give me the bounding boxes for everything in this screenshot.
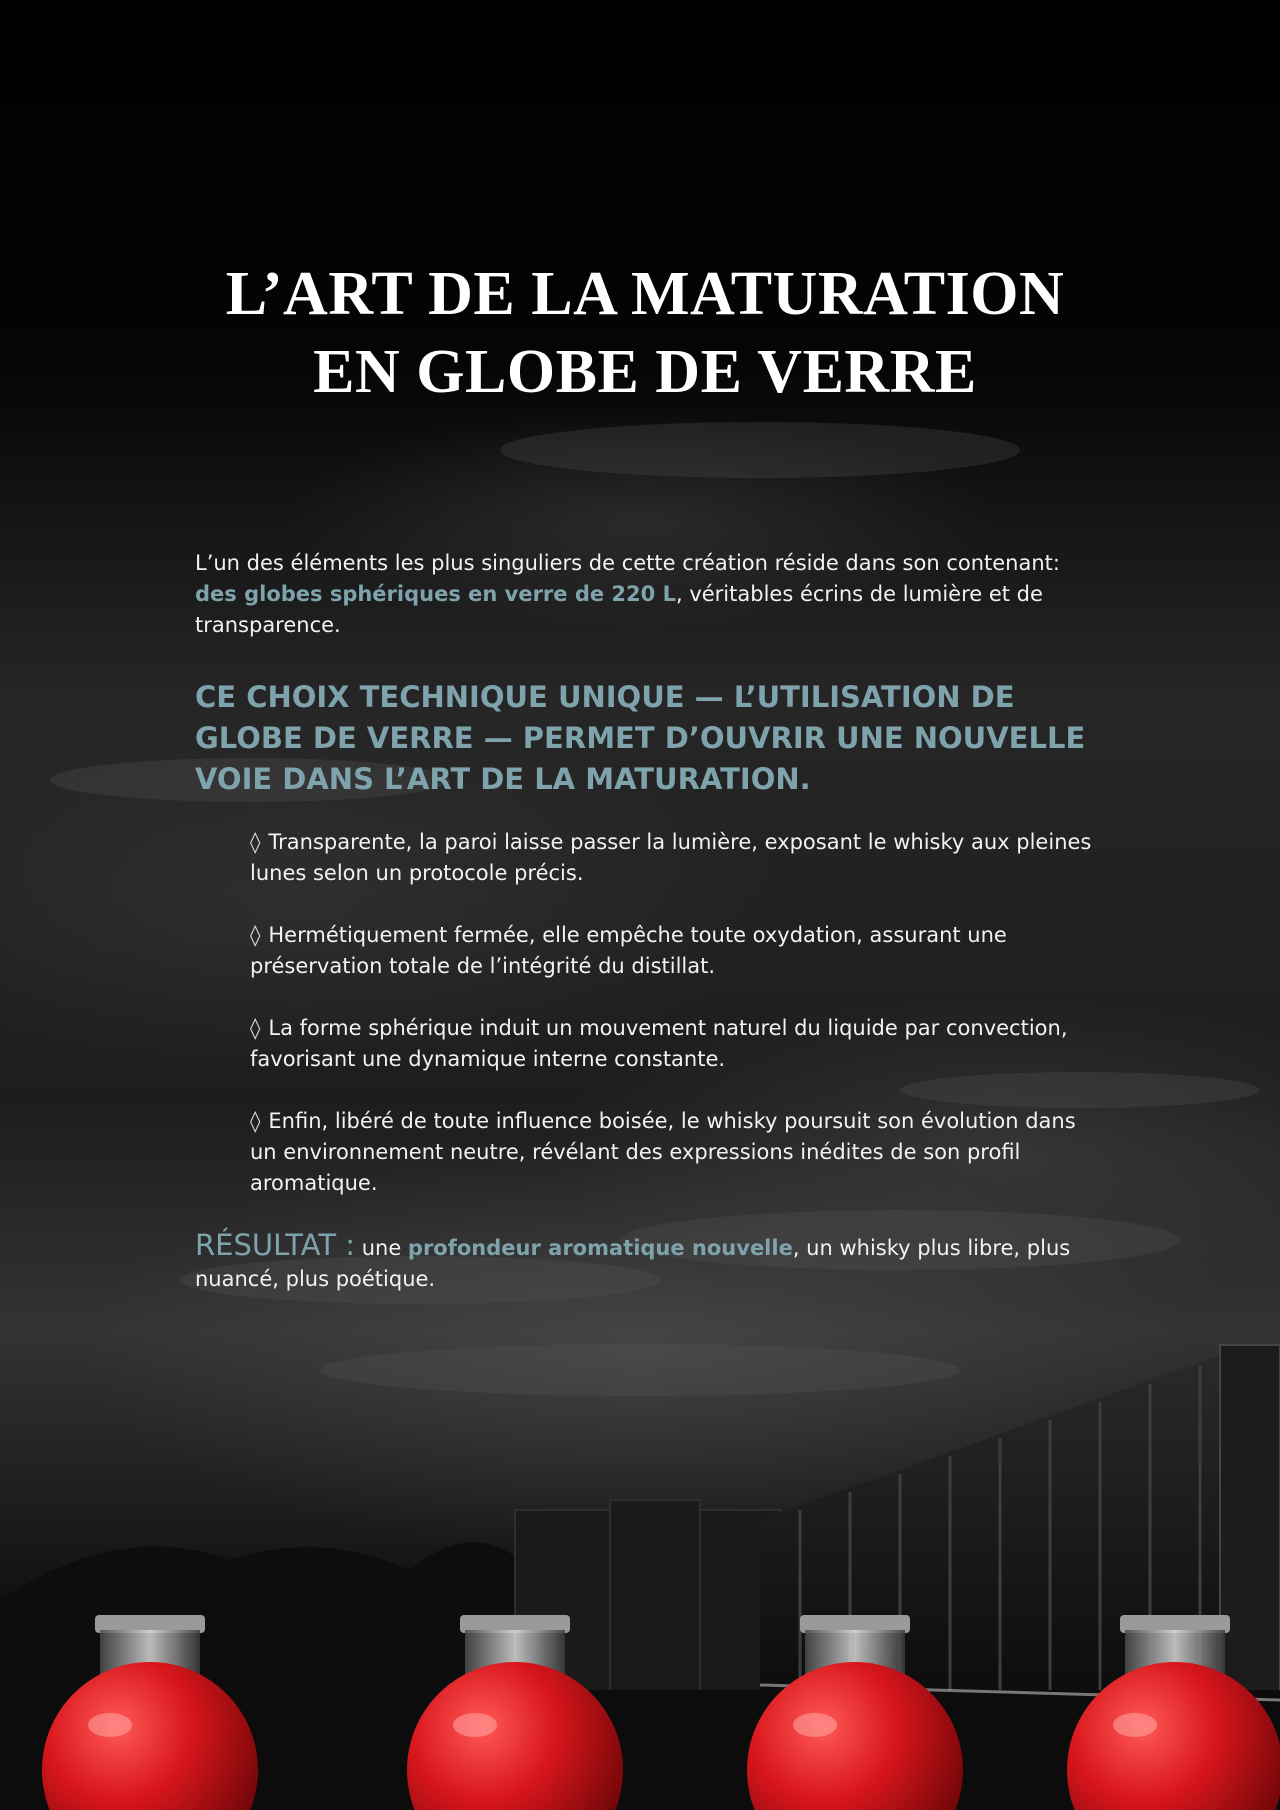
feature-item <box>250 1013 1095 1075</box>
feature-text: La forme sphérique induit un mouvement naturel du liquide par convection, favorisant une dynamique interne constante. <box>250 1016 1068 1071</box>
choice-heading: CE CHOIX TECHNIQUE UNIQUE — L’UTILISATION DE GLOBE DE VERRE — PERMET D’OUVRIR UNE NOUVELLE VOIE DANS L’ART DE LA MATURATION. <box>195 680 1086 796</box>
feature-item <box>250 827 1095 889</box>
feature-item <box>250 1106 1095 1199</box>
feature-list <box>195 827 1095 1199</box>
title-line-1: L’ART DE LA MATURATION <box>225 260 1065 328</box>
result-text-before: une <box>355 1236 408 1260</box>
diamond-bullet-icon: ◊ <box>250 830 261 854</box>
page-title <box>195 255 1095 411</box>
diamond-bullet-icon: ◊ <box>250 1109 261 1133</box>
title-line-2: EN GLOBE DE VERRE <box>313 338 977 406</box>
main-content <box>195 255 1095 1295</box>
feature-text: Transparente, la paroi laisse passer la lumière, exposant le whisky aux pleines lunes selon un protocole précis. <box>250 830 1092 885</box>
treeline <box>0 1542 520 1700</box>
intro-highlight: des globes sphériques en verre de 220 L <box>195 582 676 606</box>
intro-paragraph <box>195 548 1095 641</box>
feature-item <box>250 920 1095 982</box>
diamond-bullet-icon: ◊ <box>250 923 261 947</box>
result-highlight: profondeur aromatique nouvelle <box>407 1236 793 1260</box>
intro-text-before: L’un des éléments les plus singuliers de cette création réside dans son contenant: <box>195 551 1060 575</box>
feature-text: Enfin, libéré de toute influence boisée, le whisky poursuit son évolution dans un environnement neutre, révélant des expressions inédites de son profil aromatique. <box>250 1109 1076 1195</box>
result-label: RÉSULTAT : <box>195 1228 356 1262</box>
intro-text-after: , véritables écrins de lumière et de transparence. <box>195 582 1043 637</box>
result-paragraph <box>195 1230 1095 1295</box>
result-text-after: , un whisky plus libre, plus nuancé, plus poétique. <box>195 1236 1071 1291</box>
feature-text: Hermétiquement fermée, elle empêche toute oxydation, assurant une préservation totale de l’intégrité du distillat. <box>250 923 1007 978</box>
diamond-bullet-icon: ◊ <box>250 1016 261 1040</box>
building-end-wall <box>1220 1345 1280 1705</box>
